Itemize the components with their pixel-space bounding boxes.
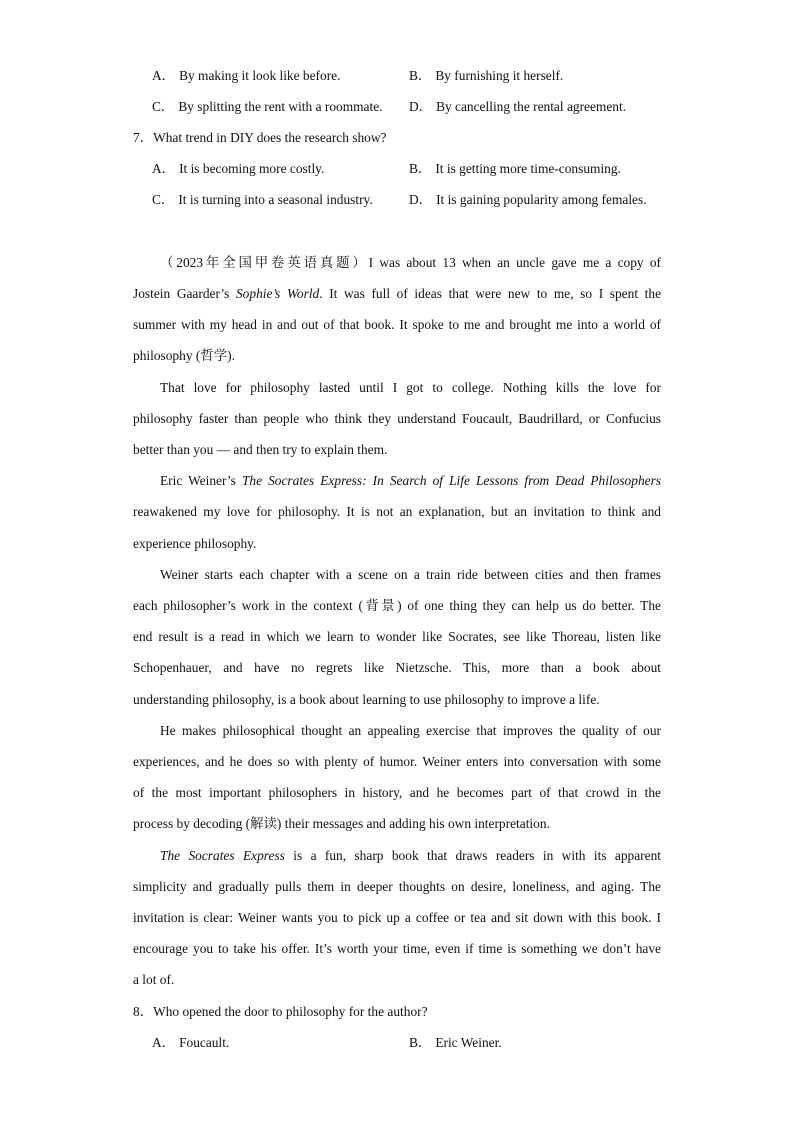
q6-option-b[interactable]: B． By furnishing it herself.: [409, 68, 564, 83]
passage-p5-line1: He makes philosophical thought an appealing exercise that improves the quality of our: [160, 723, 661, 738]
passage-p4-line4: Schopenhauer, and have no regrets like Nietzsche. This, more than a book about: [133, 660, 661, 675]
passage-p6-line1: The Socrates Express is a fun, sharp book that draws readers in with its apparent: [160, 848, 662, 863]
passage-p2-line2: philosophy faster than people who think they understand Foucault, Baudrillard, or Confucius: [133, 411, 661, 426]
passage-p3-line2: reawakened my love for philosophy. It is not an explanation, but an invitation to think and: [133, 504, 661, 519]
q8-option-b[interactable]: B． Eric Weiner.: [409, 1035, 502, 1050]
q8-stem: [133, 1004, 428, 1020]
passage-source: （2023年全国甲卷英语真题）: [160, 255, 369, 270]
q8-option-a[interactable]: A． Foucault.: [152, 1035, 230, 1050]
q6-option-c[interactable]: C． By splitting the rent with a roommate.: [152, 99, 383, 114]
passage-p3-line1: Eric Weiner’s The Socrates Express: In Search of Life Lessons from Dead Philosophers: [160, 473, 662, 488]
passage-p1-line4: philosophy (哲学).: [133, 348, 235, 363]
q7-option-a[interactable]: A． It is becoming more costly.: [152, 161, 325, 176]
passage-p2-line3: better than you — and then try to explain them.: [133, 442, 388, 457]
passage-p4-line3: end result is a read in which we learn to wonder like Socrates, see like Thoreau, listen like: [133, 629, 661, 644]
passage-p4-line1: Weiner starts each chapter with a scene on a train ride between cities and then frames: [160, 567, 661, 582]
q6-option-a[interactable]: A． By making it look like before.: [152, 68, 341, 83]
passage-p6-line3: invitation is clear: Weiner wants you to pick up a coffee or tea and sit down with this book. I: [133, 910, 661, 925]
q7-option-c[interactable]: C． It is turning into a seasonal industry.: [152, 192, 373, 207]
passage-p4-line2: each philosopher’s work in the context (背景) of one thing they can help us do better. The: [133, 598, 661, 613]
passage-p6-line5: a lot of.: [133, 972, 175, 987]
book-title-socrates-express-short: The Socrates Express: [160, 848, 285, 863]
q8-number: 8．: [133, 1004, 154, 1019]
passage-p5-line2: experiences, and he does so with plenty of humor. Weiner enters into conversation with some: [133, 754, 661, 769]
q6-option-d[interactable]: D． By cancelling the rental agreement.: [409, 99, 627, 114]
passage-p5-line3: of the most important philosophers in history, and he becomes part of that crowd in the: [133, 785, 661, 800]
passage-p4-line5: understanding philosophy, is a book about learning to use philosophy to improve a life.: [133, 692, 600, 707]
book-title-socrates-express: The Socrates Express: In Search of Life Lessons from Dead Philosophers: [241, 473, 662, 488]
q7-stem: [133, 130, 386, 146]
q7-option-d[interactable]: D． It is gaining popularity among females.: [409, 192, 647, 207]
passage-p1-line3: summer with my head in and out of that book. It spoke to me and brought me into a world of: [133, 317, 661, 332]
passage-p5-line4: process by decoding (解读) their messages and adding his own interpretation.: [133, 816, 550, 831]
passage-p1-line1: （2023年全国甲卷英语真题）I was about 13 when an uncle gave me a copy of: [160, 255, 662, 270]
passage-p3-line3: experience philosophy.: [133, 536, 257, 551]
passage-p1-line2: Jostein Gaarder’s Sophie’s World. It was full of ideas that were new to me, so I spent the: [133, 286, 662, 301]
q8-text: Who opened the door to philosophy for the author?: [153, 1004, 428, 1019]
q7-number: 7．: [133, 130, 154, 145]
q7-option-b[interactable]: B． It is getting more time-consuming.: [409, 161, 621, 176]
passage-p6-line4: encourage you to take his offer. It’s worth your time, even if time is something we don’t have: [133, 941, 661, 956]
passage-p2-line1: That love for philosophy lasted until I got to college. Nothing kills the love for: [160, 380, 661, 395]
passage-p6-line2: simplicity and gradually pulls them in deeper thoughts on desire, loneliness, and aging. The: [133, 879, 661, 894]
q7-text: What trend in DIY does the research show?: [153, 130, 387, 145]
book-title-sophies-world: Sophie’s World: [235, 286, 320, 301]
